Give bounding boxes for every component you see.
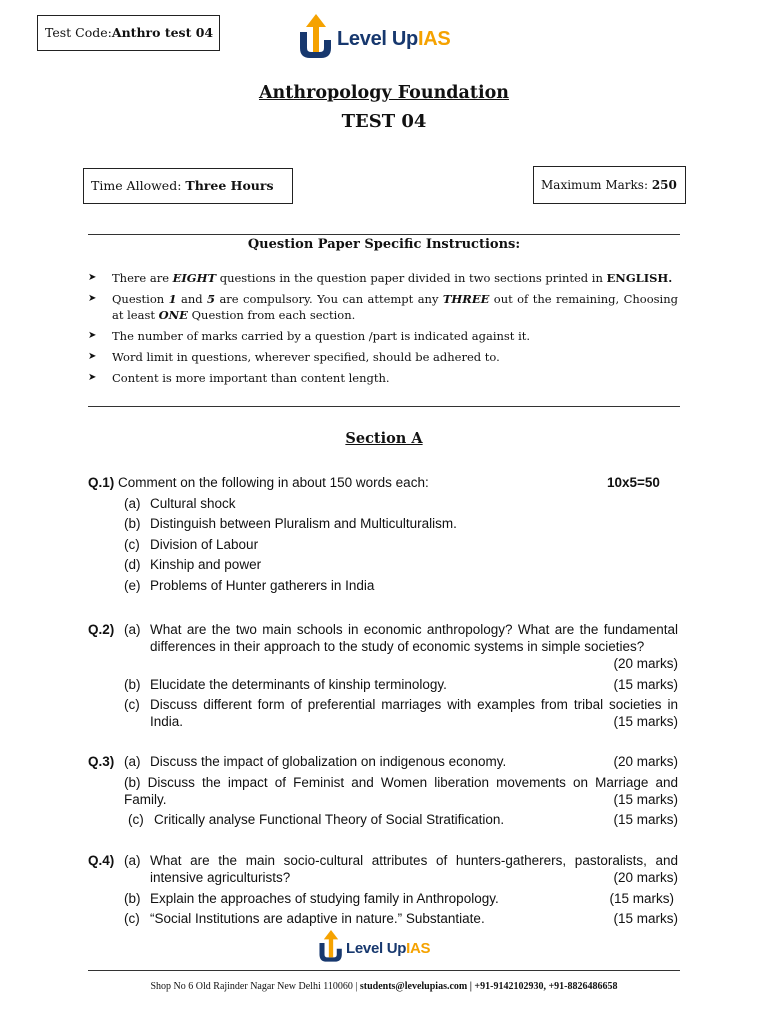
header-logo [297,14,450,64]
sub-question: (e) Problems of Hunter gatherers in India [124,577,375,593]
divider-bottom [88,406,680,407]
bullet-arrow-icon: ➤ [88,272,97,283]
test-code-box [37,15,220,51]
footer-contact [0,981,768,992]
time-allowed-box [83,168,293,204]
paper-title: Anthropology Foundation [258,83,510,103]
question-marks: (15 marks) [613,676,678,692]
question-marks: (15 marks) [609,890,674,906]
sub-question: (a) Cultural shock [124,495,236,511]
question-number: Q.2) [88,622,115,637]
instructions-list [88,270,678,391]
instruction-item: ➤ The number of marks carried by a question /part is indicated against it. [88,329,531,343]
question-2 [88,621,678,730]
time-label: Time Allowed: [91,178,186,193]
arrow-up-logo-icon [297,14,335,64]
question-4 [88,852,678,927]
sub-question: (c) Critically analyse Functional Theory of Social Stratification. (15 marks) [128,812,678,827]
question-number: Q.4) [88,853,115,868]
question-number: Q.1) [88,475,115,490]
maximum-marks-box [533,166,686,204]
question-marks: (15 marks) [613,911,678,926]
sub-question: (c) “Social Institutions are adaptive in nature.” Substantiate. (15 marks) [124,911,678,926]
question-marks: (20 marks) [613,656,678,671]
footer-logo [317,930,430,966]
bullet-arrow-icon: ➤ [88,351,97,362]
sub-question: Q.3) (a) Discuss the impact of globalization on indigenous economy. (20 marks) [88,754,678,769]
instructions-heading: Question Paper Specific Instructions: [247,237,521,252]
instruction-item: ➤ Content is more important than content length. [88,371,390,385]
section-title: Section A [345,430,423,447]
logo-text: Level UpIAS [346,939,431,957]
marks-label: Maximum Marks: [541,178,652,192]
footer-phones: | +91-9142102930, +91-8826486658 [467,981,618,992]
footer-divider [88,970,680,971]
question-3 [88,753,678,828]
test-code-label: Test Code: [45,25,112,40]
bullet-arrow-icon: ➤ [88,330,97,341]
footer-address: Shop No 6 Old Rajinder Nagar New Delhi 110060 | [150,981,360,992]
instruction-item: ➤ Question 1 and 5 are compulsory. You can attempt any THREE out of the remaining, Choosing at least ONE Question from each section. [88,292,678,322]
test-code-value: Anthro test 04 [111,25,214,40]
question-marks: 10x5=50 [607,475,660,490]
sub-question: (d) Kinship and power [124,557,262,572]
question-marks: (15 marks) [613,714,678,729]
time-value: Three Hours [185,178,274,193]
sub-question: (b) Elucidate the determinants of kinship terminology. (15 marks) [124,676,678,692]
sub-question: (c) Discuss different form of preferential marriages with examples from tribal societies in India. (15 marks) [124,697,678,729]
question-marks: (15 marks) [613,791,678,807]
test-number: TEST 04 [341,111,427,132]
footer-email[interactable]: students@levelupias.com [359,981,468,992]
arrow-up-logo-icon [317,930,345,966]
sub-question: Q.4) (a) What are the main socio-cultural attributes of hunters-gatherers, pastoralists, and intensive agriculturists? (20 marks) [88,853,678,885]
instruction-item: ➤ Word limit in questions, wherever specified, should be adhered to. [88,350,500,364]
bullet-arrow-icon: ➤ [88,293,97,304]
question-1: Q.1) Comment on the following in about 150 words each: 10x5=50 (a) Cultural shock (b) Distinguish between Pluralism and Multiculturalism. (c) Division of Labour (d) Kinship and power (e) Problems of Hunter gatherers in India [88,474,678,594]
sub-question: (b) Discuss the impact of Feminist and Women liberation movements on Marriage and Family. (15 marks) [124,774,678,807]
logo-text: Level UpIAS [337,27,451,50]
question-marks: (15 marks) [613,812,678,827]
sub-question: (b) Distinguish between Pluralism and Multiculturalism. [124,516,457,531]
divider-top [88,234,680,235]
sub-question: (b) Explain the approaches of studying family in Anthropology. (15 marks) [124,890,674,906]
marks-value: 250 [651,178,677,192]
question-marks: (20 marks) [613,754,678,769]
question-number: Q.3) [88,754,115,769]
sub-question: (c) Division of Labour [124,536,259,552]
bullet-arrow-icon: ➤ [88,372,97,383]
sub-question: Q.2) (a) What are the two main schools in economic anthropology? What are the fundamental differences in their approach to the study of economic systems in simple societies? (20 marks) [88,622,678,671]
instruction-item: ➤ There are EIGHT questions in the question paper divided in two sections printed in ENGLISH. [88,271,673,285]
question-marks: (20 marks) [613,870,678,885]
